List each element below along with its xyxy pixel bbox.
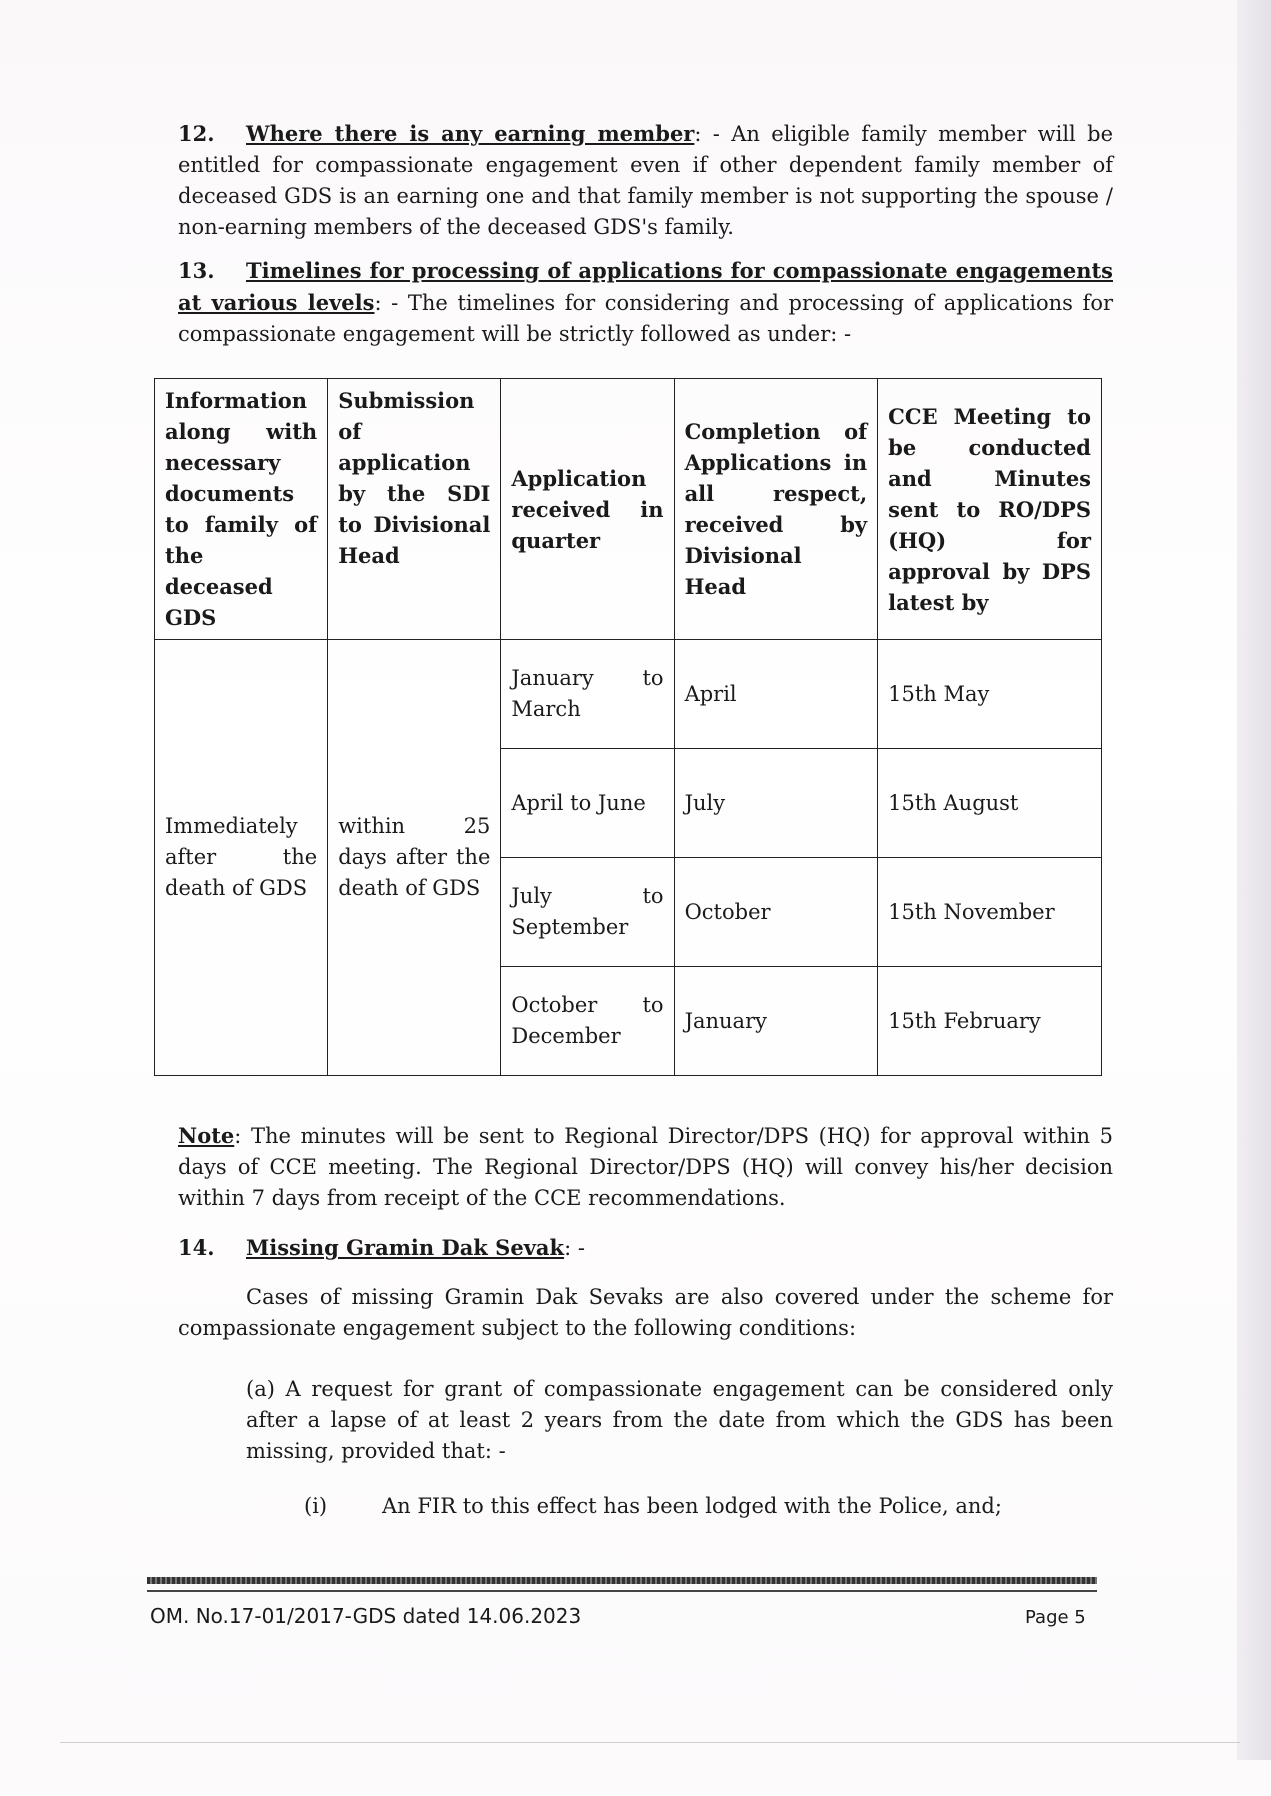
- page-content: [165, 118, 1113, 1522]
- submission-cell: within 25 days after the death of GDS: [328, 640, 501, 1076]
- section-12: [178, 118, 1113, 243]
- section-14-heading: Missing Gramin Dak Sevak: [246, 1235, 565, 1260]
- table-header-row: [155, 379, 1102, 640]
- meeting-cell: 15th November: [878, 858, 1102, 967]
- header-quarter: Application received in quarter: [501, 379, 674, 640]
- completion-cell: April: [674, 640, 878, 749]
- condition-i-text: An FIR to this effect has been lodged with the Police, and;: [382, 1494, 1002, 1518]
- note-text: : The minutes will be sent to Regional Director/DPS (HQ) for approval within 5 days of CCE meeting. The Regional Director/DPS (HQ) will convey his/her decision within 7 days from receipt of the CCE recommendations.: [178, 1124, 1113, 1210]
- header-completion: Completion of Applications in all respect, received by Divisional Head: [674, 379, 878, 640]
- section-13-heading: Timelines for processing of applications for compassionate engagements at various levels: [178, 258, 1113, 315]
- section-14-number: 14.: [178, 1235, 215, 1260]
- condition-i-label: (i): [304, 1494, 328, 1518]
- timeline-table: [154, 378, 1102, 1076]
- completion-cell: July: [674, 749, 878, 858]
- bottom-divider: [60, 1742, 1240, 1743]
- section-12-heading: Where there is any earning member: [246, 121, 695, 146]
- section-14-text: : -: [564, 1236, 585, 1260]
- section-14: [178, 1232, 1113, 1264]
- header-information: Information along with necessary documents to family of the deceased GDS: [155, 379, 328, 640]
- page-number: Page 5: [1025, 1607, 1086, 1628]
- meeting-cell: 15th August: [878, 749, 1102, 858]
- section-13-number: 13.: [178, 258, 215, 283]
- info-cell: Immediately after the death of GDS: [155, 640, 328, 1076]
- table-row: [155, 640, 1102, 749]
- section-13: [178, 255, 1113, 350]
- quarter-cell: October to December: [501, 967, 674, 1076]
- completion-cell: January: [674, 967, 878, 1076]
- note-paragraph: [178, 1120, 1113, 1214]
- meeting-cell: 15th May: [878, 640, 1102, 749]
- quarter-cell: April to June: [501, 749, 674, 858]
- note-label: Note: [178, 1123, 235, 1148]
- quarter-cell: July to September: [501, 858, 674, 967]
- header-meeting: CCE Meeting to be conducted and Minutes sent to RO/DPS (HQ) for approval by DPS latest by: [878, 379, 1102, 640]
- footer-rule: [147, 1577, 1097, 1584]
- header-submission: Submission of application by the SDI to Divisional Head: [328, 379, 501, 640]
- missing-intro: Cases of missing Gramin Dak Sevaks are also covered under the scheme for compassionate engagement subject to the following conditions:: [178, 1285, 1113, 1340]
- meeting-cell: 15th February: [878, 967, 1102, 1076]
- footer-reference: OM. No.17-01/2017-GDS dated 14.06.2023: [150, 1604, 582, 1628]
- condition-i: [178, 1491, 1113, 1522]
- quarter-cell: January to March: [501, 640, 674, 749]
- section-12-number: 12.: [178, 121, 215, 146]
- scan-edge: [1237, 0, 1271, 1760]
- footer-rule-thin: [147, 1590, 1097, 1592]
- section-12-text: : - An eligible family member will be entitled for compassionate engagement even if other dependent family member of deceased GDS is an earning one and that family member is not supporting the spouse / non-earning members of the deceased GDS's family.: [178, 122, 1113, 239]
- condition-a: (a) A request for grant of compassionate engagement can be considered only after a lapse of at least 2 years from the date from which the GDS has been missing, provided that: -: [246, 1377, 1113, 1463]
- completion-cell: October: [674, 858, 878, 967]
- section-13-text: : - The timelines for considering and processing of applications for compassionate engagement will be strictly followed as under: -: [178, 291, 1113, 346]
